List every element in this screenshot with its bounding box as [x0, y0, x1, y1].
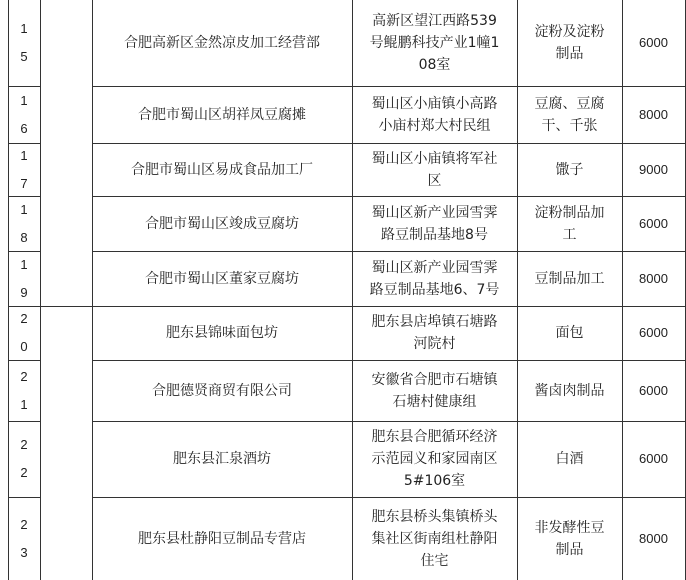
row-number-digit: 1: [20, 92, 28, 108]
enterprise-name: 合肥市蜀山区董家豆腐坊: [145, 270, 299, 287]
amount-value: 6000: [639, 382, 668, 398]
row-number-digit: 6: [20, 120, 28, 136]
address-line: 5#106室: [403, 473, 466, 489]
enterprise-address: [352, 251, 517, 306]
enterprise-name: 肥东县锦味面包坊: [166, 325, 278, 341]
enterprise-address: [352, 497, 517, 580]
amount-value: 6000: [639, 215, 668, 231]
amount-value: 8000: [639, 270, 668, 286]
row-number-digit: 2: [20, 311, 28, 326]
product-category: [517, 86, 622, 143]
enterprise-name: 合肥市蜀山区胡祥凤豆腐摊: [138, 106, 306, 123]
row-number-digit: 1: [20, 396, 28, 412]
product-category: [517, 306, 622, 360]
amount-value: 8000: [639, 106, 668, 122]
address-line: 示范园义和家园南区: [371, 451, 498, 467]
category-line: 非发酵性豆: [534, 519, 605, 536]
row-number: [8, 196, 40, 251]
address-line: 08室: [418, 57, 451, 73]
category-line: 工: [562, 226, 577, 243]
amount-value: 6000: [639, 451, 668, 466]
enterprise-address: [352, 143, 517, 196]
row-number-digit: 3: [20, 544, 28, 560]
amount-value: 6000: [639, 35, 668, 50]
row-number: [8, 86, 40, 143]
enterprise-name: 合肥德贤商贸有限公司: [152, 382, 292, 399]
product-category: [517, 143, 622, 196]
address-line: 住宅: [420, 552, 449, 569]
address-line: 路豆制品基地8号: [381, 226, 488, 243]
enterprise-name: 合肥市蜀山区竣成豆腐坊: [145, 215, 299, 232]
product-category: [517, 497, 622, 580]
amount-value: 9000: [639, 161, 668, 177]
address-line: 肥东县合肥循环经济: [371, 429, 498, 445]
product-category: [517, 196, 622, 251]
address-line: 安徽省合肥市石塘镇: [371, 371, 498, 388]
amount-value: 6000: [639, 325, 668, 340]
enterprise-name: 肥东县汇泉酒坊: [173, 451, 271, 467]
product-category: [517, 0, 622, 86]
enterprise-address: [352, 360, 517, 421]
product-category: [517, 421, 622, 497]
row-number-digit: 1: [20, 21, 28, 36]
address-line: 小庙村郑大村民组: [378, 117, 491, 134]
row-number-digit: 2: [20, 368, 28, 384]
row-number: [8, 306, 40, 360]
category-line: 酱卤肉制品: [534, 382, 605, 399]
address-line: 肥东县店埠镇石塘路: [371, 314, 498, 330]
row-number-digit: 8: [20, 229, 28, 245]
address-line: 号鲲鹏科技产业1幢1: [369, 35, 500, 51]
category-line: 淀粉制品加: [534, 204, 605, 221]
row-number: [8, 497, 40, 580]
category-line: 面包: [555, 325, 584, 341]
row-number: [8, 0, 40, 86]
category-line: 馓子: [555, 161, 584, 178]
category-line: 干、千张: [541, 117, 598, 134]
amount-value: 8000: [639, 530, 668, 546]
enterprise-name: 肥东县杜静阳豆制品专营店: [138, 530, 306, 547]
row-number: [8, 421, 40, 497]
category-line: 豆制品加工: [534, 270, 605, 287]
address-line: 蜀山区新产业园雪霁: [371, 259, 498, 276]
enterprise-address: [352, 196, 517, 251]
row-number-digit: 9: [20, 284, 28, 300]
product-category: [517, 360, 622, 421]
row-number-digit: 0: [20, 339, 28, 354]
row-number-digit: 7: [20, 175, 28, 191]
row-number: [8, 143, 40, 196]
enterprise-name: 合肥市蜀山区易成食品加工厂: [131, 161, 313, 178]
enterprise-address: [352, 86, 517, 143]
row-number-digit: 1: [20, 201, 28, 217]
enterprise-name: 合肥高新区金然凉皮加工经营部: [124, 35, 320, 51]
category-line: 制品: [555, 46, 584, 62]
enterprise-address: [352, 306, 517, 360]
address-line: 蜀山区小庙镇小高路: [371, 95, 498, 112]
category-line: 白酒: [555, 451, 584, 467]
enterprise-address: [352, 421, 517, 497]
row-number-digit: 2: [20, 437, 28, 452]
row-number-digit: 1: [20, 147, 28, 163]
address-line: 石塘村健康组: [392, 393, 477, 410]
category-line: 豆腐、豆腐: [534, 95, 605, 112]
address-line: 高新区望江西路539: [372, 13, 497, 29]
category-line: 制品: [555, 541, 584, 558]
row-number: [8, 360, 40, 421]
row-number-digit: 2: [20, 516, 28, 532]
row-number-digit: 2: [20, 465, 28, 480]
address-line: 蜀山区新产业园雪霁: [371, 204, 498, 221]
row-number: [8, 251, 40, 306]
category-line: 淀粉及淀粉: [534, 24, 605, 40]
product-category: [517, 251, 622, 306]
row-number-digit: 1: [20, 256, 28, 272]
enterprise-address: [352, 0, 517, 86]
address-line: 路豆制品基地6、7号: [369, 281, 500, 298]
column-divider: [40, 0, 41, 580]
address-line: 蜀山区小庙镇将军社: [371, 150, 498, 167]
address-line: 肥东县桥头集镇桥头: [371, 508, 498, 525]
address-line: 河院村: [413, 336, 456, 352]
address-line: 集社区街南组杜静阳: [371, 530, 498, 547]
address-line: 区: [427, 172, 442, 189]
row-number-digit: 5: [20, 49, 28, 64]
